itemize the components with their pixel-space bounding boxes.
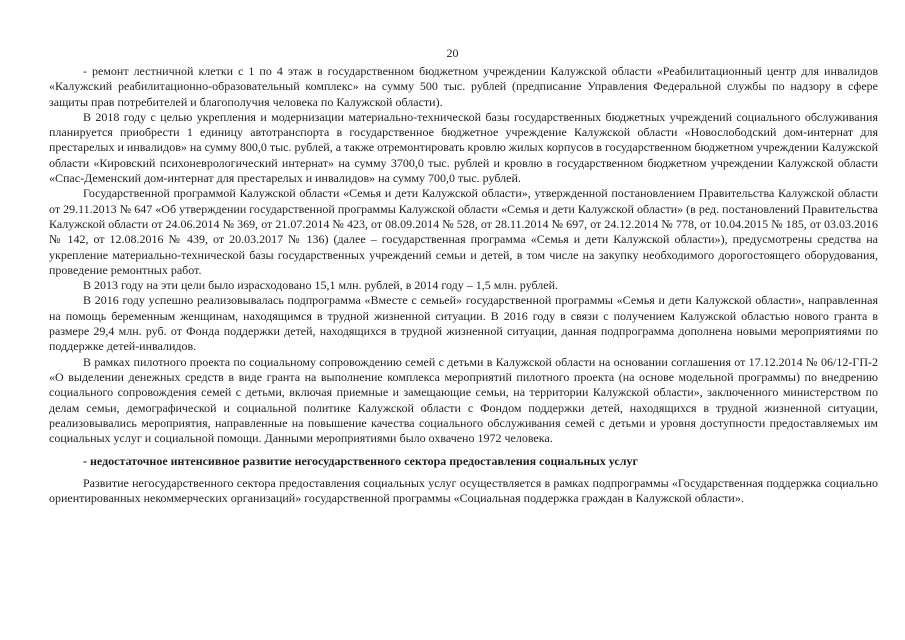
- paragraph-2016-subprogram: В 2016 году успешно реализовывалась подпрограмма «Вместе с семьей» государственной программы «Семья и дети Калужской области», направленная на помощь беременным женщинам, находящимся в трудной жизненной ситуации. В 2016 году в связи с получением Калужской областью нового гранта в размере 29,4 млн. руб. от Фонда поддержки детей, находящихся в трудной жизненной ситуации, данная подпрограмма дополнена новыми мероприятиями по поддержке детей-инвалидов.: [49, 293, 878, 354]
- section-subheading: - недостаточное интенсивное развитие негосударственного сектора предоставления социальных услуг: [83, 454, 638, 469]
- paragraph-pilot-project: В рамках пилотного проекта по социальному сопровождению семей с детьми в Калужской области на основании соглашения от 17.12.2014 № 06/12-ГП-2 «О выделении денежных средств в виде гранта на выполнение комплекса мероприятий пилотного проекта (на основе модельной программы) по внедрению социального сопровождения семей с детьми, включая приемные и замещающие семьи, на территории Калужской области», заключенного министерством по делам семьи, демографической и социальной политике Калужской области с Фондом поддержки детей, находящихся в трудной жизненной ситуации, реализовывались мероприятия, направленные на повышение качества социального обслуживания семей с детьми и уровня доступности предоставляемых им социальных услуг и социальной помощи. Данными мероприятиями было охвачено 1972 человека.: [49, 354, 878, 446]
- page-number: 20: [446, 46, 459, 60]
- paragraph-nongovernment-sector: Развитие негосударственного сектора предоставления социальных услуг осуществляется в рамках подпрограммы «Государственная поддержка социально ориентированных некоммерческих организаций» государственной программы «Социальная поддержка граждан в Калужской области».: [49, 475, 878, 506]
- paragraph-repair-stairwell: - ремонт лестничной клетки с 1 по 4 этаж в государственном бюджетном учреждении Калужской области «Реабилитационный центр для инвалидов «Калужский реабилитационно-образовательный комплекс» на сумму 500 тыс. рублей (предписание Управления Федеральной службы по надзору в сфере защиты прав потребителей и благополучия человека по Калужской области).: [49, 64, 878, 109]
- paragraph-spending-2013-2014: В 2013 году на эти цели было израсходовано 15,1 млн. рублей, в 2014 году – 1,5 млн. рублей.: [83, 278, 558, 293]
- document-body: [49, 64, 878, 506]
- paragraph-family-program: Государственной программой Калужской области «Семья и дети Калужской области», утвержденной постановлением Правительства Калужской области от 29.11.2013 № 647 «Об утверждении государственной программы Калужской области «Семья и дети Калужской области» (в ред. постановлений Правительства Калужской области от 24.06.2014 № 369, от 21.07.2014 № 423, от 08.09.2014 № 528, от 28.11.2014 № 697, от 24.12.2014 № 778, от 10.04.2015 № 185, от 03.03.2016 № 142, от 12.08.2016 № 439, от 20.03.2017 № 136) (далее – государственная программа «Семья и дети Калужской области»), предусмотрены средства на укрепление материально-технической базы государственных учреждений семьи и детей, в том числе на закупку необходимого дорогостоящего оборудования, проведение ремонтных работ.: [49, 186, 878, 277]
- paragraph-2018-modernization: В 2018 году с целью укрепления и модернизации материально-технической базы государственных бюджетных учреждений социального обслуживания планируется приобрести 1 единицу автотранспорта в государственное бюджетное учреждение Калужской области «Новослободский дом-интернат для престарелых и инвалидов» на сумму 800,0 тыс. рублей, а также отремонтировать кровлю жилых корпусов в государственном бюджетном учреждении Калужской области «Кировский психоневрологический интернат» на сумму 3700,0 тыс. рублей и кровлю в государственном бюджетном учреждении Калужской области «Спас-Деменский дом-интернат для престарелых и инвалидов» на сумму 700,0 тыс. рублей.: [49, 109, 878, 186]
